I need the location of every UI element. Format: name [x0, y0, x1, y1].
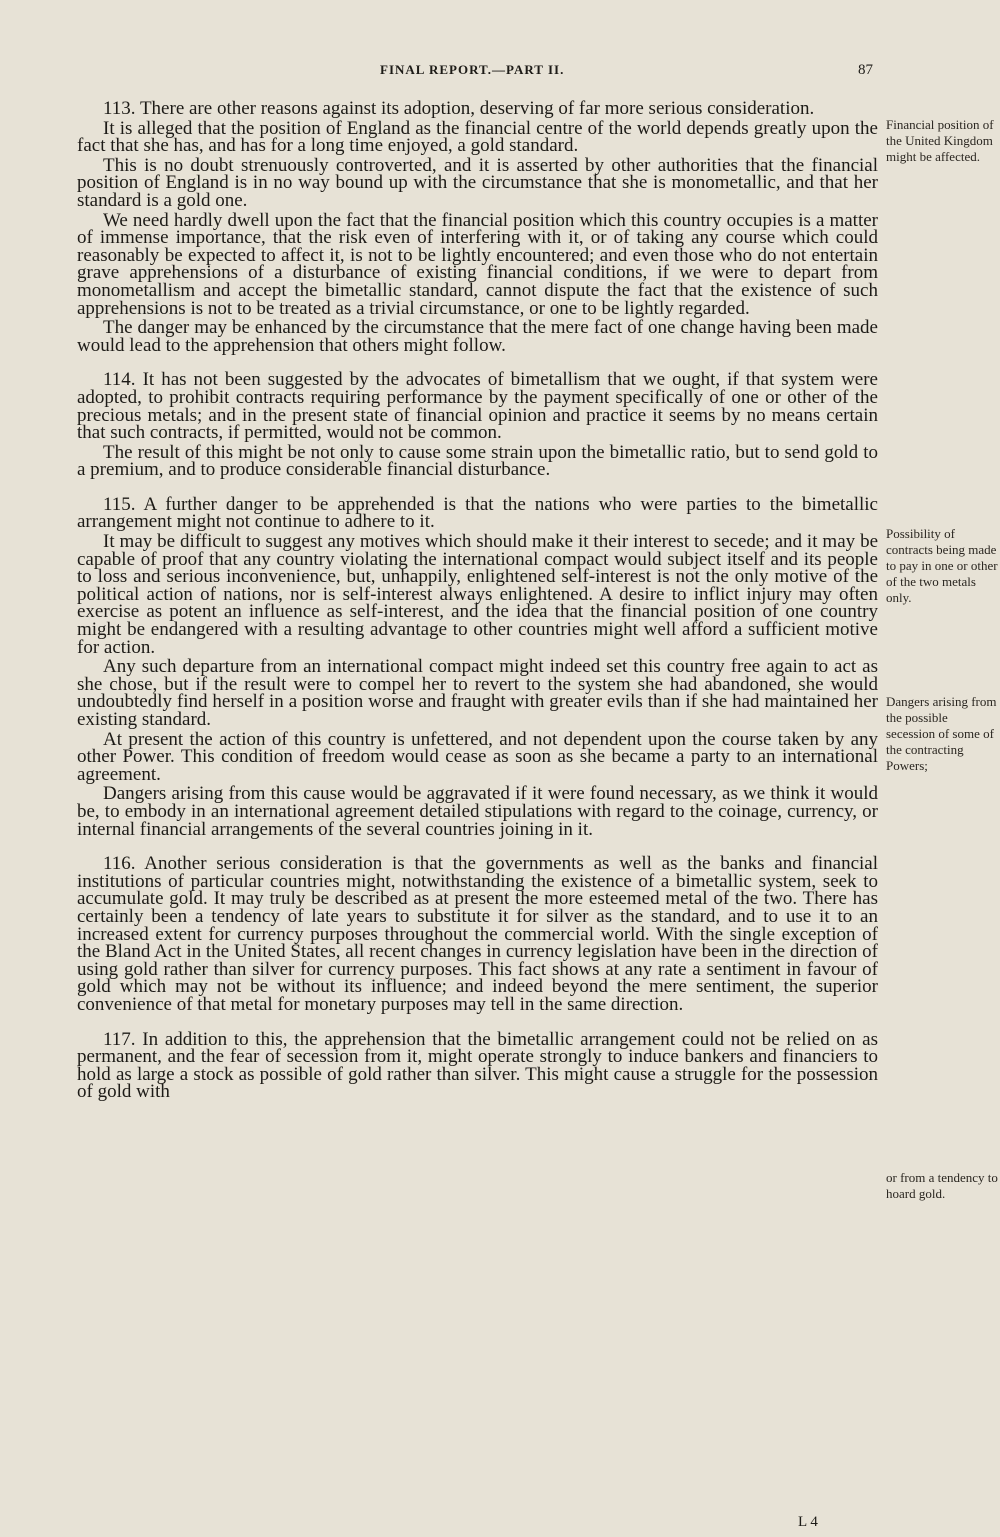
- paragraph: The result of this might be not only to cause some strain upon the bimetallic ratio, but to send gold to a premium, and to produce considerable financial disturbance.: [77, 441, 878, 481]
- paragraph: This is no doubt strenuously controverted, and it is asserted by other authorities that the financial position of England is in no way bound up with the circumstance that she is monometallic, and that her standard is a gold one.: [77, 154, 878, 211]
- paragraph: 114. It has not been suggested by the advocates of bimetallism that we ought, if that system were adopted, to prohibit contracts requiring performance by the payment specifically of one or other of the precious metals; and in the present state of financial opinion and practice it seems by no means certain that such contracts, if permitted, would not be common.: [77, 369, 878, 444]
- paragraph: 117. In addition to this, the apprehension that the bimetallic arrangement could not be relied on as permanent, and the fear of secession from it, might operate strongly to induce bankers and financiers to hold as large a stock as possible of gold rather than silver. This might cause a struggle for the possession of gold with: [77, 1028, 878, 1103]
- section-115: [77, 493, 878, 840]
- running-header: [0, 62, 1000, 88]
- paragraph: Any such departure from an international compact might indeed set this country free again to act as she chose, but if the result were to compel her to revert to the system she had abandoned, she would undoubtedly find herself in a position worse and fraught with greater evils than if she had maintained her existing standard.: [77, 656, 878, 730]
- section-113: [77, 100, 878, 354]
- signature-mark: L 4: [798, 1514, 818, 1530]
- page-number: 87: [858, 62, 873, 78]
- margin-note-115: Dangers arising from the possible secession of some of the contracting Powers;: [886, 694, 997, 773]
- section-117: [77, 1028, 878, 1103]
- paragraph: The danger may be enhanced by the circumstance that the mere fact of one change having been made would lead to the apprehension that others might follow.: [77, 317, 878, 356]
- section-114: [77, 371, 878, 479]
- margin-note-114: Possibility of contracts being made to pay in one or other of the two metals only.: [886, 526, 998, 605]
- paragraph: We need hardly dwell upon the fact that the financial position which this country occupies is a matter of immense importance, that the risk even of interfering with it, or of taking any course which could reasonably be expected to affect it, is not to be lightly encountered; and even those who do not entertain grave apprehensions of a disturbance of existing financial conditions, if we were to depart from monometallism and accept the bimetallic standard, cannot dispute the fact that the existence of such apprehensions is not to be treated as a trivial circumstance, or one to be lightly regarded.: [77, 209, 878, 319]
- paragraph: 113. There are other reasons against its adoption, deserving of far more serious consideration.: [103, 98, 815, 119]
- paragraph: Dangers arising from this cause would be aggravated if it were found necessary, as we think it would be, to embody in an international agreement detailed stipulations with regard to the coinage, currency, or internal financial arrangements of the several countries joining in it.: [77, 783, 878, 840]
- paragraph: At present the action of this country is unfettered, and not dependent upon the course taken by any other Power. This condition of freedom would cease as soon as she became a party to an international agreement.: [77, 728, 878, 785]
- header-title: FINAL REPORT.—PART II.: [380, 62, 565, 77]
- report-body: [77, 100, 878, 1118]
- margin-note-113: Financial position of the United Kingdom might be affected.: [886, 117, 994, 164]
- paragraph: 116. Another serious consideration is that the governments as well as the banks and financial institutions of particular countries might, notwithstanding the existence of a bimetallic system, seek to accumulate gold. It may truly be described as at present the more esteemed metal of the two. There has certainly been a tendency of late years to substitute it for silver as the standard, and to use it to an increased extent for currency purposes throughout the commercial world. With the single exception of the Bland Act in the United States, all recent changes in currency legislation have been in the direction of using gold rather than silver for currency purposes. This fact shows at any rate a sentiment in favour of gold which may not be without its influence; and indeed beyond the mere sentiment, the superior convenience of that metal for monetary purposes may tell in the same direction.: [77, 853, 878, 1015]
- section-116: [77, 855, 878, 1013]
- paragraph: It is alleged that the position of England as the financial centre of the world depends greatly upon the fact that she has, and has for a long time enjoyed, a gold standard.: [77, 117, 878, 157]
- paragraph: 115. A further danger to be apprehended is that the nations who were parties to the bimetallic arrangement might not continue to adhere to it.: [77, 493, 878, 533]
- margin-note-116: or from a tendency to hoard gold.: [886, 1170, 998, 1201]
- paragraph: It may be difficult to suggest any motives which should make it their interest to secede; and it may be capable of proof that any country violating the international compact would subject itself and its people to loss and serious inconvenience, but, unhappily, enlightened self-interest is not the only motive of the political action of nations, nor is self-interest always enlightened. A desire to inflict injury may often exercise as potent an influence as self-interest, and the idea that the financial position of one country might be endangered with a resulting advantage to other countries might well afford a sufficient motive for action.: [77, 531, 878, 658]
